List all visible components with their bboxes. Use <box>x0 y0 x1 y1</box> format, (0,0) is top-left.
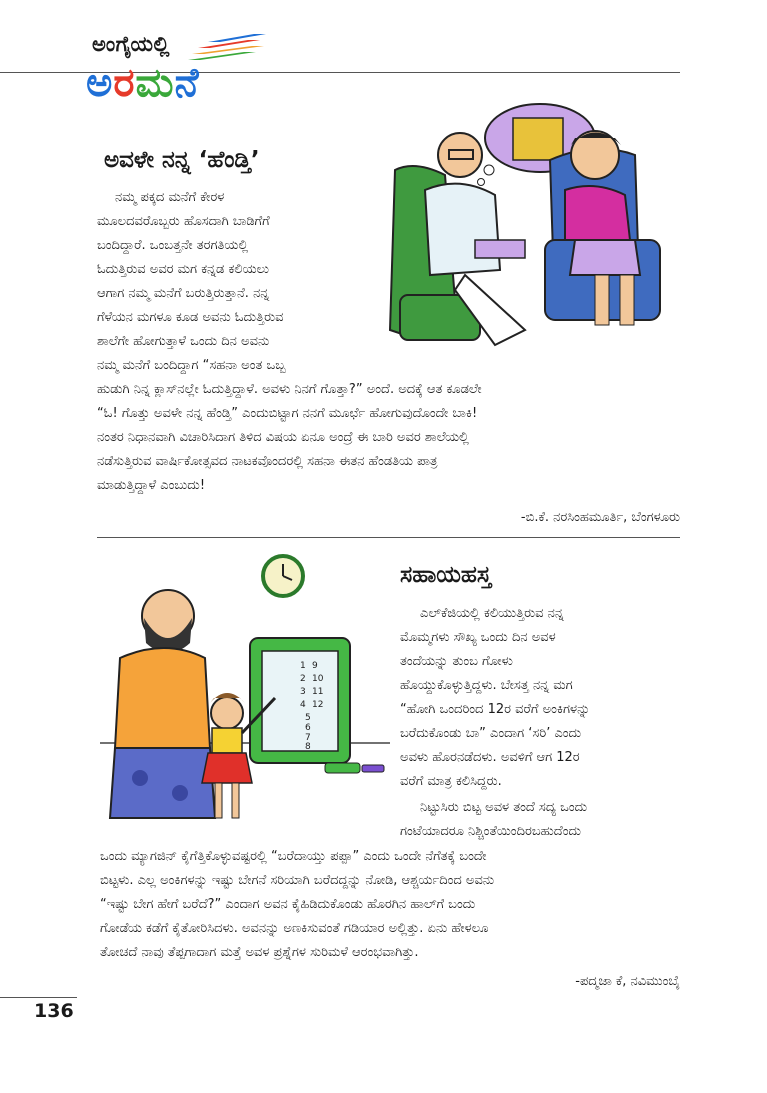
article2-title: ಸಹಾಯಹಸ್ತ <box>400 562 492 588</box>
article1-title: ಅವಳೇ ನನ್ನ ‘ಹೆಂಡ್ತಿ’ <box>104 147 260 173</box>
article1-line: ಆಗಾಗ ನಮ್ಮ ಮನೆಗೆ ಬರುತ್ತಿರುತ್ತಾನೆ. ನನ್ನ <box>97 286 270 301</box>
board-number: 7 <box>305 733 311 743</box>
title-part: ರ <box>113 60 136 106</box>
article1-line: ಓದುತ್ತಿರುವ ಅವರ ಮಗ ಕನ್ನಡ ಕಲಿಯಲು <box>97 262 270 277</box>
article1-line: ನಂತರ ನಿಧಾನವಾಗಿ ವಿಚಾರಿಸಿದಾಗ ತಿಳಿದ ವಿಷಯ ಏನೂ ಅಂದ್ರೆ ಈ ಬಾರಿ ಅವರ ಶಾಲೆಯಲ್ಲಿ <box>97 430 469 445</box>
article1-line: ಹುಡುಗಿ ನಿನ್ನ ಕ್ಲಾಸ್‌ನಲ್ಲೇ ಓದುತ್ತಿದ್ದಾಳೆ. ಅವಳು ನಿನಗೆ ಗೊತ್ತಾ?” ಅಂದೆ. ಅದಕ್ಕೆ ಆತ ಕೂಡಲೇ <box>97 382 482 397</box>
article2-line: ನಿಟ್ಟುಸಿರು ಬಿಟ್ಟ ಅವಳ ತಂದೆ ಸದ್ಯ ಒಂದು <box>420 800 588 815</box>
article2-line: ಅವಳು ಹೊರನಡೆದಳು. ಅವಳಿಗೆ ಆಗ 12ರ <box>400 750 580 765</box>
article2-line: ವರೆಗೆ ಮಾತ್ರ ಕಲಿಸಿದ್ದರು. <box>400 774 502 789</box>
page-number: 136 <box>34 1000 74 1022</box>
board-number: 6 <box>305 723 311 733</box>
article1-line: ಮಾಡುತ್ತಿದ್ದಾಳೆ ಎಂಬುದು! <box>97 478 206 493</box>
board-number: 2 <box>300 674 306 684</box>
magazine-logo-stripes <box>188 34 268 66</box>
article1-line: ನಡೆಸುತ್ತಿರುವ ವಾರ್ಷಿಕೋತ್ಸವದ ನಾಟಕವೊಂದರಲ್ಲಿ ಸಹನಾ ಈತನ ಹೆಂಡತಿಯ ಪಾತ್ರ <box>97 454 438 469</box>
article2-line: “ಹೋಗಿ ಒಂದರಿಂದ 12ರ ವರೆಗೆ ಅಂಕಿಗಳನ್ನು <box>400 702 591 717</box>
article2-line: ಎಲ್‌ಕೆಜಿಯಲ್ಲಿ ಕಲಿಯುತ್ತಿರುವ ನನ್ನ <box>420 606 564 621</box>
article2-line: ಬರೆದುಕೊಂಡು ಬಾ” ಎಂದಾಗ ‘ಸರಿ’ ಎಂದು <box>400 726 582 741</box>
board-number: 5 <box>305 713 311 723</box>
article2-line: ಗಂಟೆಯಾದರೂ ನಿಶ್ಚಿಂತೆಯಿಂದಿರಬಹುದೆಂದು <box>400 824 581 839</box>
board-number: 11 <box>312 687 324 697</box>
article1-line: ನಮ್ಮ ಮನೆಗೆ ಬಂದಿದ್ದಾಗ “ಸಹನಾ ಅಂತ ಒಬ್ಬ <box>97 358 286 373</box>
footer-rule <box>0 997 77 998</box>
article1-line: ಗೆಳೆಯನ ಮಗಳೂ ಕೂಡ ಅವನು ಓದುತ್ತಿರುವ <box>97 310 284 325</box>
article2-byline: -ಪದ್ಮಜಾ ಕೆ, ನವಿಮುಂಬೈ <box>575 974 680 989</box>
article2-illustration <box>100 548 390 834</box>
magazine-subtitle: ಅಂಗೈಯಲ್ಲಿ <box>92 32 170 56</box>
board-number: 10 <box>312 674 324 684</box>
board-number: 3 <box>300 687 306 697</box>
article1-line: ಮೂಲದವರೊಬ್ಬರು ಹೊಸದಾಗಿ ಬಾಡಿಗೆಗೆ <box>97 214 270 229</box>
article2-line: ತಂದೆಯನ್ನು ತುಂಬ ಗೋಳು <box>400 654 513 669</box>
article1-line: ಬಂದಿದ್ದಾರೆ. ಒಂಬತ್ತನೇ ತರಗತಿಯಲ್ಲಿ <box>97 238 249 253</box>
article1-line: ನಮ್ಮ ಪಕ್ಕದ ಮನೆಗೆ ಕೇರಳ <box>115 190 225 205</box>
article2-line: ಮೊಮ್ಮಗಳು ಸೌಖ್ಯ ಒಂದು ದಿನ ಅವಳ <box>400 630 556 645</box>
article2-line: “ಇಷ್ಟು ಬೇಗ ಹೇಗೆ ಬರೆದೆ?” ಎಂದಾಗ ಅವನ ಕೈಹಿಡಿದುಕೊಂಡು ಹೊರಗಿನ ಹಾಲ್‌ಗೆ ಬಂದು <box>100 897 476 912</box>
article2-line: ಹೊಯ್ದುಕೊಳ್ಳುತ್ತಿದ್ದಳು. ಬೇಸತ್ತ ನನ್ನ ಮಗ <box>400 678 573 693</box>
board-number: 1 <box>300 661 306 671</box>
board-number: 12 <box>312 700 324 710</box>
title-part: ಅ <box>86 60 114 106</box>
magazine-title <box>86 60 199 106</box>
article2-line: ಬಿಟ್ಟಳು. ಎಲ್ಲ ಅಂಕಿಗಳನ್ನು ಇಷ್ಟು ಬೇಗನೆ ಸರಿಯಾಗಿ ಬರೆದದ್ದನ್ನು ನೋಡಿ, ಆಶ್ಚರ್ಯದಿಂದ ಅವನು <box>100 873 495 888</box>
article2-line: ಗೋಡೆಯ ಕಡೆಗೆ ಕೈತೋರಿಸಿದಳು. ಅವನನ್ನು ಅಣಕಿಸುವಂತೆ ಗಡಿಯಾರ ಅಲ್ಲಿತ್ತು. ಏನು ಹೇಳಲೂ <box>100 921 489 936</box>
board-number: 8 <box>305 742 311 752</box>
article2-line: ತೋಚದೆ ನಾವು ತೆಪ್ಪಗಾದಾಗ ಮತ್ತೆ ಅವಳ ಪ್ರಶ್ನೆಗಳ ಸುರಿಮಳೆ ಆರಂಭವಾಗಿತ್ತು. <box>100 945 419 960</box>
board-number: 9 <box>312 661 318 671</box>
article1-byline: -ಬಿ.ಕೆ. ನರಸಿಂಹಮೂರ್ತಿ, ಬೆಂಗಳೂರು <box>520 510 680 525</box>
article-separator <box>97 537 680 538</box>
article1-illustration <box>385 100 680 369</box>
board-number: 4 <box>300 700 306 710</box>
title-part: ಮ <box>135 60 175 106</box>
article2-line: ಒಂದು ಮ್ಯಾಗಜಿನ್ ಕೈಗೆತ್ತಿಕೊಳ್ಳುವಷ್ಟರಲ್ಲಿ “ಬರೆದಾಯ್ತು ಪಪ್ಪಾ” ಎಂದು ಒಂದೇ ನೆಗೆತಕ್ಕೆ ಬಂದೇ <box>100 849 487 864</box>
title-part: ನೆ <box>174 60 200 106</box>
article1-line: ಶಾಲೆಗೇ ಹೋಗುತ್ತಾಳೆ ಒಂದು ದಿನ ಅವನು <box>97 334 270 349</box>
article1-line: “ಓ! ಗೊತ್ತು ಅವಳೇ ನನ್ನ ಹೆಂಡ್ತಿ” ಎಂದುಬಿಟ್ಟಾಗ ನನಗೆ ಮೂರ್ಛೆ ಹೋಗುವುದೊಂದೇ ಬಾಕಿ! <box>97 406 478 421</box>
